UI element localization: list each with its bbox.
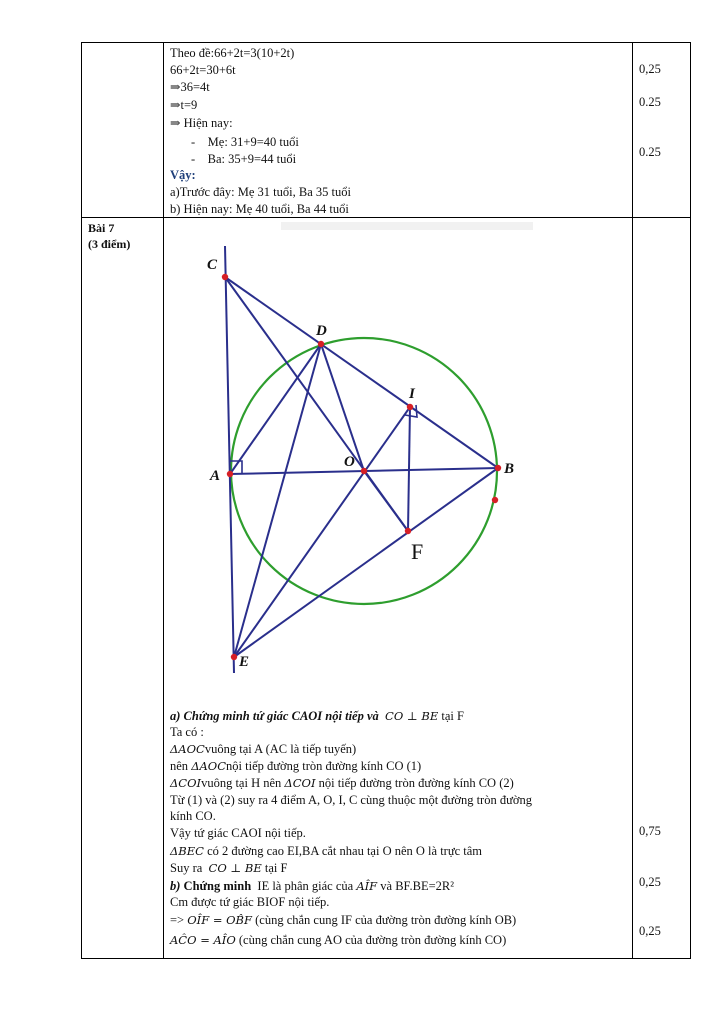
line: ⇒36=4t [170, 80, 210, 94]
text: Suy ra [170, 861, 203, 875]
bullet-text: Ba: 35+9=44 tuổi [207, 152, 297, 166]
line [170, 758, 421, 774]
segment-ei [234, 407, 410, 657]
line [170, 860, 287, 876]
point-c [222, 274, 228, 280]
text: tại F [264, 861, 288, 875]
conclusion-line: a)Trước đây: Mẹ 31 tuổi, Ba 35 tuổi [170, 185, 351, 199]
exercise-title: Bài 7 [88, 221, 115, 235]
segment-of [364, 471, 408, 531]
exercise-points: (3 điểm) [88, 237, 131, 251]
line: Theo đề:66+2t=3(10+2t) [170, 46, 295, 60]
text: tại F [441, 709, 464, 723]
segment-ad [230, 344, 321, 474]
score: 0.25 [639, 95, 661, 109]
math: OÎF = OB̂F [187, 913, 252, 927]
point-i [407, 404, 413, 410]
math: ΔCOI [284, 776, 316, 790]
bullet-text: Mẹ: 31+9=40 tuổi [207, 135, 299, 149]
point-d [318, 341, 324, 347]
line: Ta có : [170, 725, 204, 739]
label-f: F [411, 539, 424, 564]
line: Từ (1) và (2) suy ra 4 điểm A, O, I, C cùng thuộc một đường tròn đường [170, 793, 532, 807]
bullet-item: - Mẹ: 31+9=40 tuổi [191, 135, 299, 149]
part-b-heading [170, 878, 454, 894]
conclusion-label: Vậy: [170, 168, 196, 182]
bullet-item: - Ba: 35+9=44 tuổi [191, 152, 297, 166]
label-d: D [316, 323, 327, 339]
score: 0,75 [639, 824, 661, 838]
segment-eb [234, 468, 498, 657]
line [170, 932, 506, 948]
line [170, 912, 516, 928]
score: 0,25 [639, 875, 661, 889]
part-a-heading [170, 708, 464, 724]
text: b) [170, 879, 181, 893]
tangent-line-ce [225, 246, 234, 673]
conclusion-line: b) Hiện nay: Mẹ 40 tuổi, Ba 44 tuổi [170, 202, 349, 216]
point-e [231, 654, 237, 660]
math: ΔAOC [191, 759, 227, 773]
point-o [361, 468, 367, 474]
score: 0,25 [639, 62, 661, 76]
math: ΔBEC [170, 844, 204, 858]
line: ⇒ Hiện nay: [170, 116, 233, 130]
line: Vậy tứ giác CAOI nội tiếp. [170, 826, 306, 840]
point-b [495, 465, 501, 471]
figure-lines [225, 246, 498, 673]
label-c: C [207, 257, 218, 273]
text: => [170, 913, 185, 927]
text: nên [170, 759, 189, 773]
line: kính CO. [170, 809, 216, 823]
text: IE là phân giác của [257, 879, 354, 893]
segment-if [408, 407, 410, 531]
label-o: O [344, 454, 355, 470]
part-a-title: a) Chứng minh tứ giác CAOI nội tiếp và [170, 709, 379, 723]
text: Chứng minh [183, 879, 252, 893]
math: CO ⊥ BE [208, 861, 262, 875]
line: ⇒t=9 [170, 98, 198, 112]
math: AÎF [356, 879, 378, 893]
point-extra [492, 497, 498, 503]
text: (cùng chắn cung IF của đường tròn đường kính OB) [255, 913, 517, 927]
math: AĈO = AÎO [170, 933, 236, 947]
text: nội tiếp đường tròn đường kính CO (1) [226, 759, 422, 773]
text: vuông tại H nên [201, 776, 282, 790]
math: CO ⊥ BE [385, 709, 439, 723]
line [170, 775, 514, 791]
score: 0.25 [639, 145, 661, 159]
label-b: B [504, 461, 515, 477]
text: (cùng chắn cung AO của đường tròn đường kính CO) [238, 933, 507, 947]
math: ΔCOI [170, 776, 202, 790]
image-shadow [281, 222, 533, 230]
segment-cb [225, 277, 498, 468]
label-e: E [239, 654, 250, 670]
line: Cm được tứ giác BIOF nội tiếp. [170, 895, 330, 909]
text: nội tiếp đường tròn đường kính CO (2) [318, 776, 514, 790]
solution-table [81, 42, 691, 959]
label-a: A [210, 468, 221, 484]
score: 0,25 [639, 924, 661, 938]
point-f [405, 528, 411, 534]
text: có 2 đường cao EI,BA cắt nhau tại O nên O là trực tâm [207, 844, 483, 858]
line: 66+2t=30+6t [170, 63, 236, 77]
math: ΔAOC [170, 742, 205, 756]
segment-de [234, 344, 321, 657]
line [170, 843, 482, 859]
text: vuông tại A (AC là tiếp tuyến) [204, 742, 357, 756]
line [170, 741, 356, 757]
segment-do [321, 344, 364, 471]
point-a [227, 471, 233, 477]
label-i: I [409, 386, 415, 402]
text: và BF.BE=2R² [380, 879, 454, 893]
